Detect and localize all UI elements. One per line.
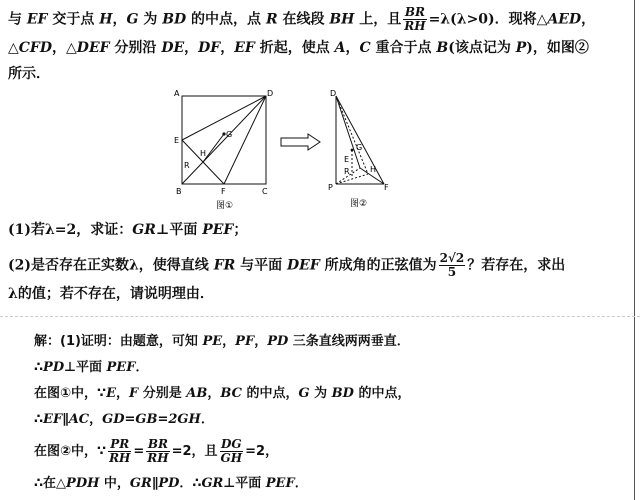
fraction-sine: $\frac{2√2}{5}$ xyxy=(439,251,465,279)
label-d: D xyxy=(267,90,274,98)
label-a: A xyxy=(174,90,180,98)
part-2-continued: λ的值；若不存在，请说明理由． xyxy=(8,286,214,302)
solution-line-3: 在图①中，∵E，F 分别是 AB，BC 的中点，G 为 BD 的中点， xyxy=(34,386,411,401)
fraction-dg-gh: $\frac{DG}{GH}$ xyxy=(220,437,243,465)
figure-2-tetrahedron xyxy=(322,90,394,212)
figure-1-square xyxy=(168,90,278,212)
label-d2: D xyxy=(330,90,337,98)
label-g: G xyxy=(226,130,233,139)
fraction-br-rh-2: $\frac{BR}{RH}$ xyxy=(147,437,169,465)
solution-line-2: ∴PD⊥平面 PEF． xyxy=(34,360,149,375)
problem-line-1: 与 EF 交于点 H，G 为 BD 的中点，点 R 在线段 BH 上，且 $\frac{BR}{RH}$ =λ(λ>0)．现将△AED， xyxy=(8,5,596,33)
diagonal-bd xyxy=(182,96,266,184)
problem-line-3: 所示． xyxy=(8,66,50,82)
separator xyxy=(0,316,640,317)
label-f2: F xyxy=(384,183,389,192)
fraction-pr-rh: $\frac{PR}{RH}$ xyxy=(109,437,131,465)
label-h: H xyxy=(200,149,207,158)
segment-gr xyxy=(203,134,224,162)
label-e2: E xyxy=(344,155,350,164)
figure-2-caption: 图② xyxy=(350,199,368,209)
solution-line-6: ∴在△PDH 中，GR∥PD．∴GR⊥平面 PEF． xyxy=(34,476,308,491)
label-h2: H xyxy=(370,165,377,174)
label-r2: R xyxy=(344,167,350,176)
part-2: (2)是否存在正实数λ，使得直线 FR 与平面 DEF 所成角的正弦值为 $\frac{2√2}{5}$ ？若存在，求出 xyxy=(8,251,566,279)
page-border xyxy=(634,0,635,500)
segment-df xyxy=(224,96,266,184)
figure-1-caption: 图① xyxy=(216,201,234,211)
label-e: E xyxy=(174,136,180,145)
arrow-right-icon xyxy=(280,133,322,151)
label-f: F xyxy=(221,187,226,196)
problem-line-2: △CFD，△DEF 分别沿 DE，DF，EF 折起，使点 A，C 重合于点 B(该点记为 P)，如图② xyxy=(8,40,589,56)
solution-line-5: 在图②中，∵ $\frac{PR}{RH}$ = $\frac{BR}{RH}$ =2，且 $\frac{DG}{GH}$ =2， xyxy=(34,437,279,465)
label-p2: P xyxy=(328,183,333,192)
label-g2: G xyxy=(356,143,363,152)
solution-line-4: ∴EF∥AC，GD=GB=2GH． xyxy=(34,412,214,427)
label-b: B xyxy=(176,187,182,196)
label-c: C xyxy=(262,187,268,196)
label-r: R xyxy=(184,161,190,170)
part-1: (1)若λ=2，求证：GR⊥平面 PEF； xyxy=(8,222,248,238)
fraction-br-rh: $\frac{BR}{RH}$ xyxy=(404,5,426,33)
solution-line-1: 解：(1)证明：由题意，可知 PE，PF，PD 三条直线两两垂直． xyxy=(34,334,410,349)
